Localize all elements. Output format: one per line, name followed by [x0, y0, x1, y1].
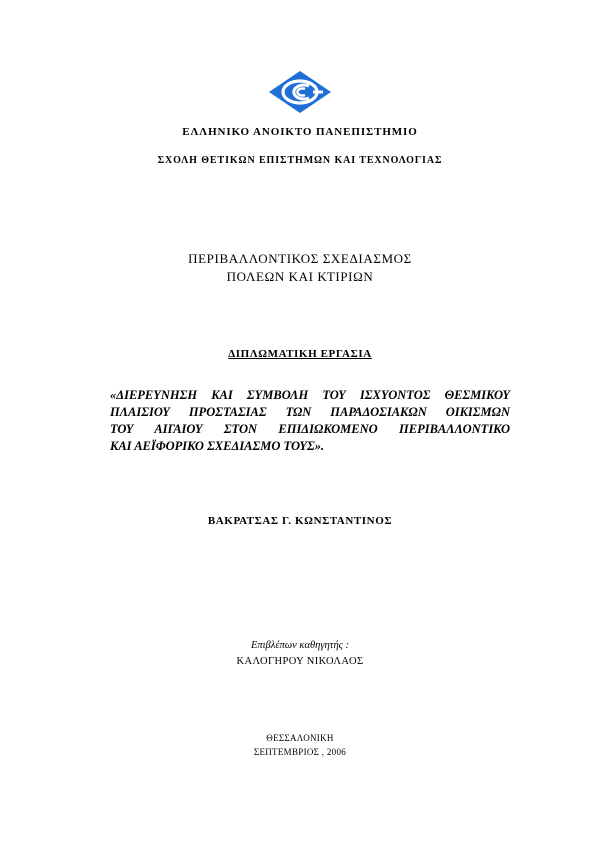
- submission-date: ΣΕΠΤΕΜΒΡΙΟΣ , 2006: [253, 747, 347, 757]
- program-title-line-1: ΠΕΡΙΒΑΛΛΟΝΤΙΚΟΣ ΣΧΕΔΙΑΣΜΟΣ: [188, 251, 412, 266]
- thesis-type-heading: ΔΙΠΛΩΜΑΤΙΚΗ ΕΡΓΑΣΙΑ: [228, 348, 372, 360]
- university-name: ΕΛΛΗΝΙΚΟ ΑΝΟΙΚΤΟ ΠΑΝΕΠΙΣΤΗΜΙΟ: [182, 126, 418, 138]
- thesis-title: [110, 387, 510, 455]
- university-logo-icon: [268, 70, 332, 114]
- supervisor-label: Επιβλέπων καθηγητής :: [250, 640, 350, 651]
- thesis-title-line-1: «ΔΙΕΡΕΥΝΗΣΗ ΚΑΙ ΣΥΜΒΟΛΗ ΤΟΥ ΙΣΧΥΟΝΤΟΣ ΘΕΣΜΙΚΟΥ: [110, 388, 510, 402]
- school-name: ΣΧΟΛΗ ΘΕΤΙΚΩΝ ΕΠΙΣΤΗΜΩΝ ΚΑΙ ΤΕΧΝΟΛΟΓΙΑΣ: [157, 155, 443, 166]
- author-name: ΒΑΚΡΑΤΣΑΣ Γ. ΚΩΝΣΤΑΝΤΙΝΟΣ: [207, 515, 393, 527]
- program-title: [0, 250, 600, 286]
- supervisor-name: ΚΑΛΟΓΗΡΟΥ ΝΙΚΟΛΑΟΣ: [236, 656, 364, 667]
- thesis-title-line-4: ΚΑΙ ΑΕΪΦΟΡΙΚΟ ΣΧΕΔΙΑΣΜΟ ΤΟΥΣ».: [110, 439, 325, 453]
- program-title-line-2: ΠΟΛΕΩΝ ΚΑΙ ΚΤΙΡΙΩΝ: [226, 269, 374, 284]
- thesis-title-line-3: ΤΟΥ ΑΙΓΑΙΟΥ ΣΤΟΝ ΕΠΙΔΙΩΚΟΜΕΝΟ ΠΕΡΙΒΑΛΛΟΝΤΙΚΟ: [110, 422, 510, 436]
- city: ΘΕΣΣΑΛΟΝΙΚΗ: [266, 733, 334, 743]
- thesis-title-line-2: ΠΛΑΙΣΙΟΥ ΠΡΟΣΤΑΣΙΑΣ ΤΩΝ ΠΑΡΑΔΟΣΙΑΚΩΝ ΟΙΚΙΣΜΩΝ: [110, 405, 510, 419]
